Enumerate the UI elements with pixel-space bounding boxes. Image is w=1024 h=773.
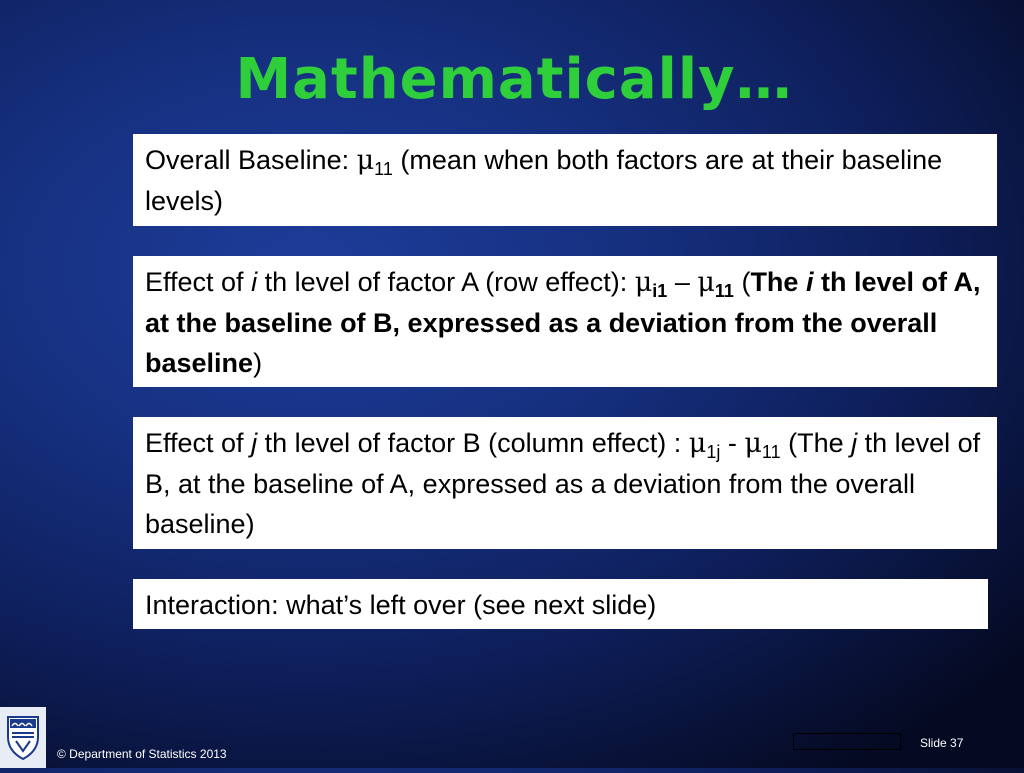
baseline-prefix: Overall Baseline:: [145, 145, 357, 175]
mu-symbol: μ: [697, 267, 715, 298]
university-crest-icon-svg: [0, 707, 46, 768]
column-effect-text-4: th level of B, at the baseline of A, expressed as a deviation from the overall baseline): [145, 428, 981, 539]
row-effect-text-2: th level of factor A (row effect):: [257, 267, 635, 297]
close-paren: ): [253, 348, 263, 378]
interaction-box: [133, 579, 988, 629]
row-effect-explanation-2: th level of A, at the baseline of B, expressed as a deviation from the overall baseline: [145, 267, 981, 378]
index-j: j: [251, 428, 258, 458]
mu-subscript: 11: [761, 442, 781, 462]
copyright-text: © Department of Statistics 2013: [57, 747, 227, 761]
footer-empty-box: [793, 733, 901, 750]
minus-sign: -: [720, 428, 745, 458]
index-i: i: [805, 267, 814, 297]
minus-sign: –: [667, 267, 698, 297]
mu-symbol: μ: [634, 267, 653, 298]
slide-title: Mathematically…: [235, 47, 793, 112]
mu-subscript: 1j: [706, 442, 721, 462]
row-effect-explanation-1: The: [750, 267, 806, 297]
column-effect-box: [133, 417, 997, 549]
index-j: j: [851, 428, 858, 458]
mu-symbol: μ: [356, 145, 375, 176]
column-effect-text-2: th level of factor B (column effect) :: [257, 428, 689, 458]
mu-subscript: 11: [374, 159, 393, 179]
open-paren: (: [733, 267, 751, 297]
mu-symbol: μ: [688, 428, 707, 459]
column-effect-text-1: Effect of: [145, 428, 252, 458]
mu-subscript: 11: [714, 281, 734, 301]
column-effect-text-3: (The: [780, 428, 852, 458]
mu-subscript: i1: [652, 281, 668, 301]
mu-symbol: μ: [744, 428, 762, 459]
index-i: i: [251, 267, 258, 297]
interaction-text: Interaction: what’s left over (see next slide): [145, 590, 657, 620]
baseline-description: (mean when both factors are at their baseline levels): [145, 145, 943, 216]
row-effect-text-1: Effect of: [145, 267, 252, 297]
university-crest-icon: [0, 707, 46, 768]
baseline-box: [133, 134, 997, 226]
row-effect-box: [133, 256, 997, 387]
slide-number: Slide 37: [920, 736, 964, 750]
